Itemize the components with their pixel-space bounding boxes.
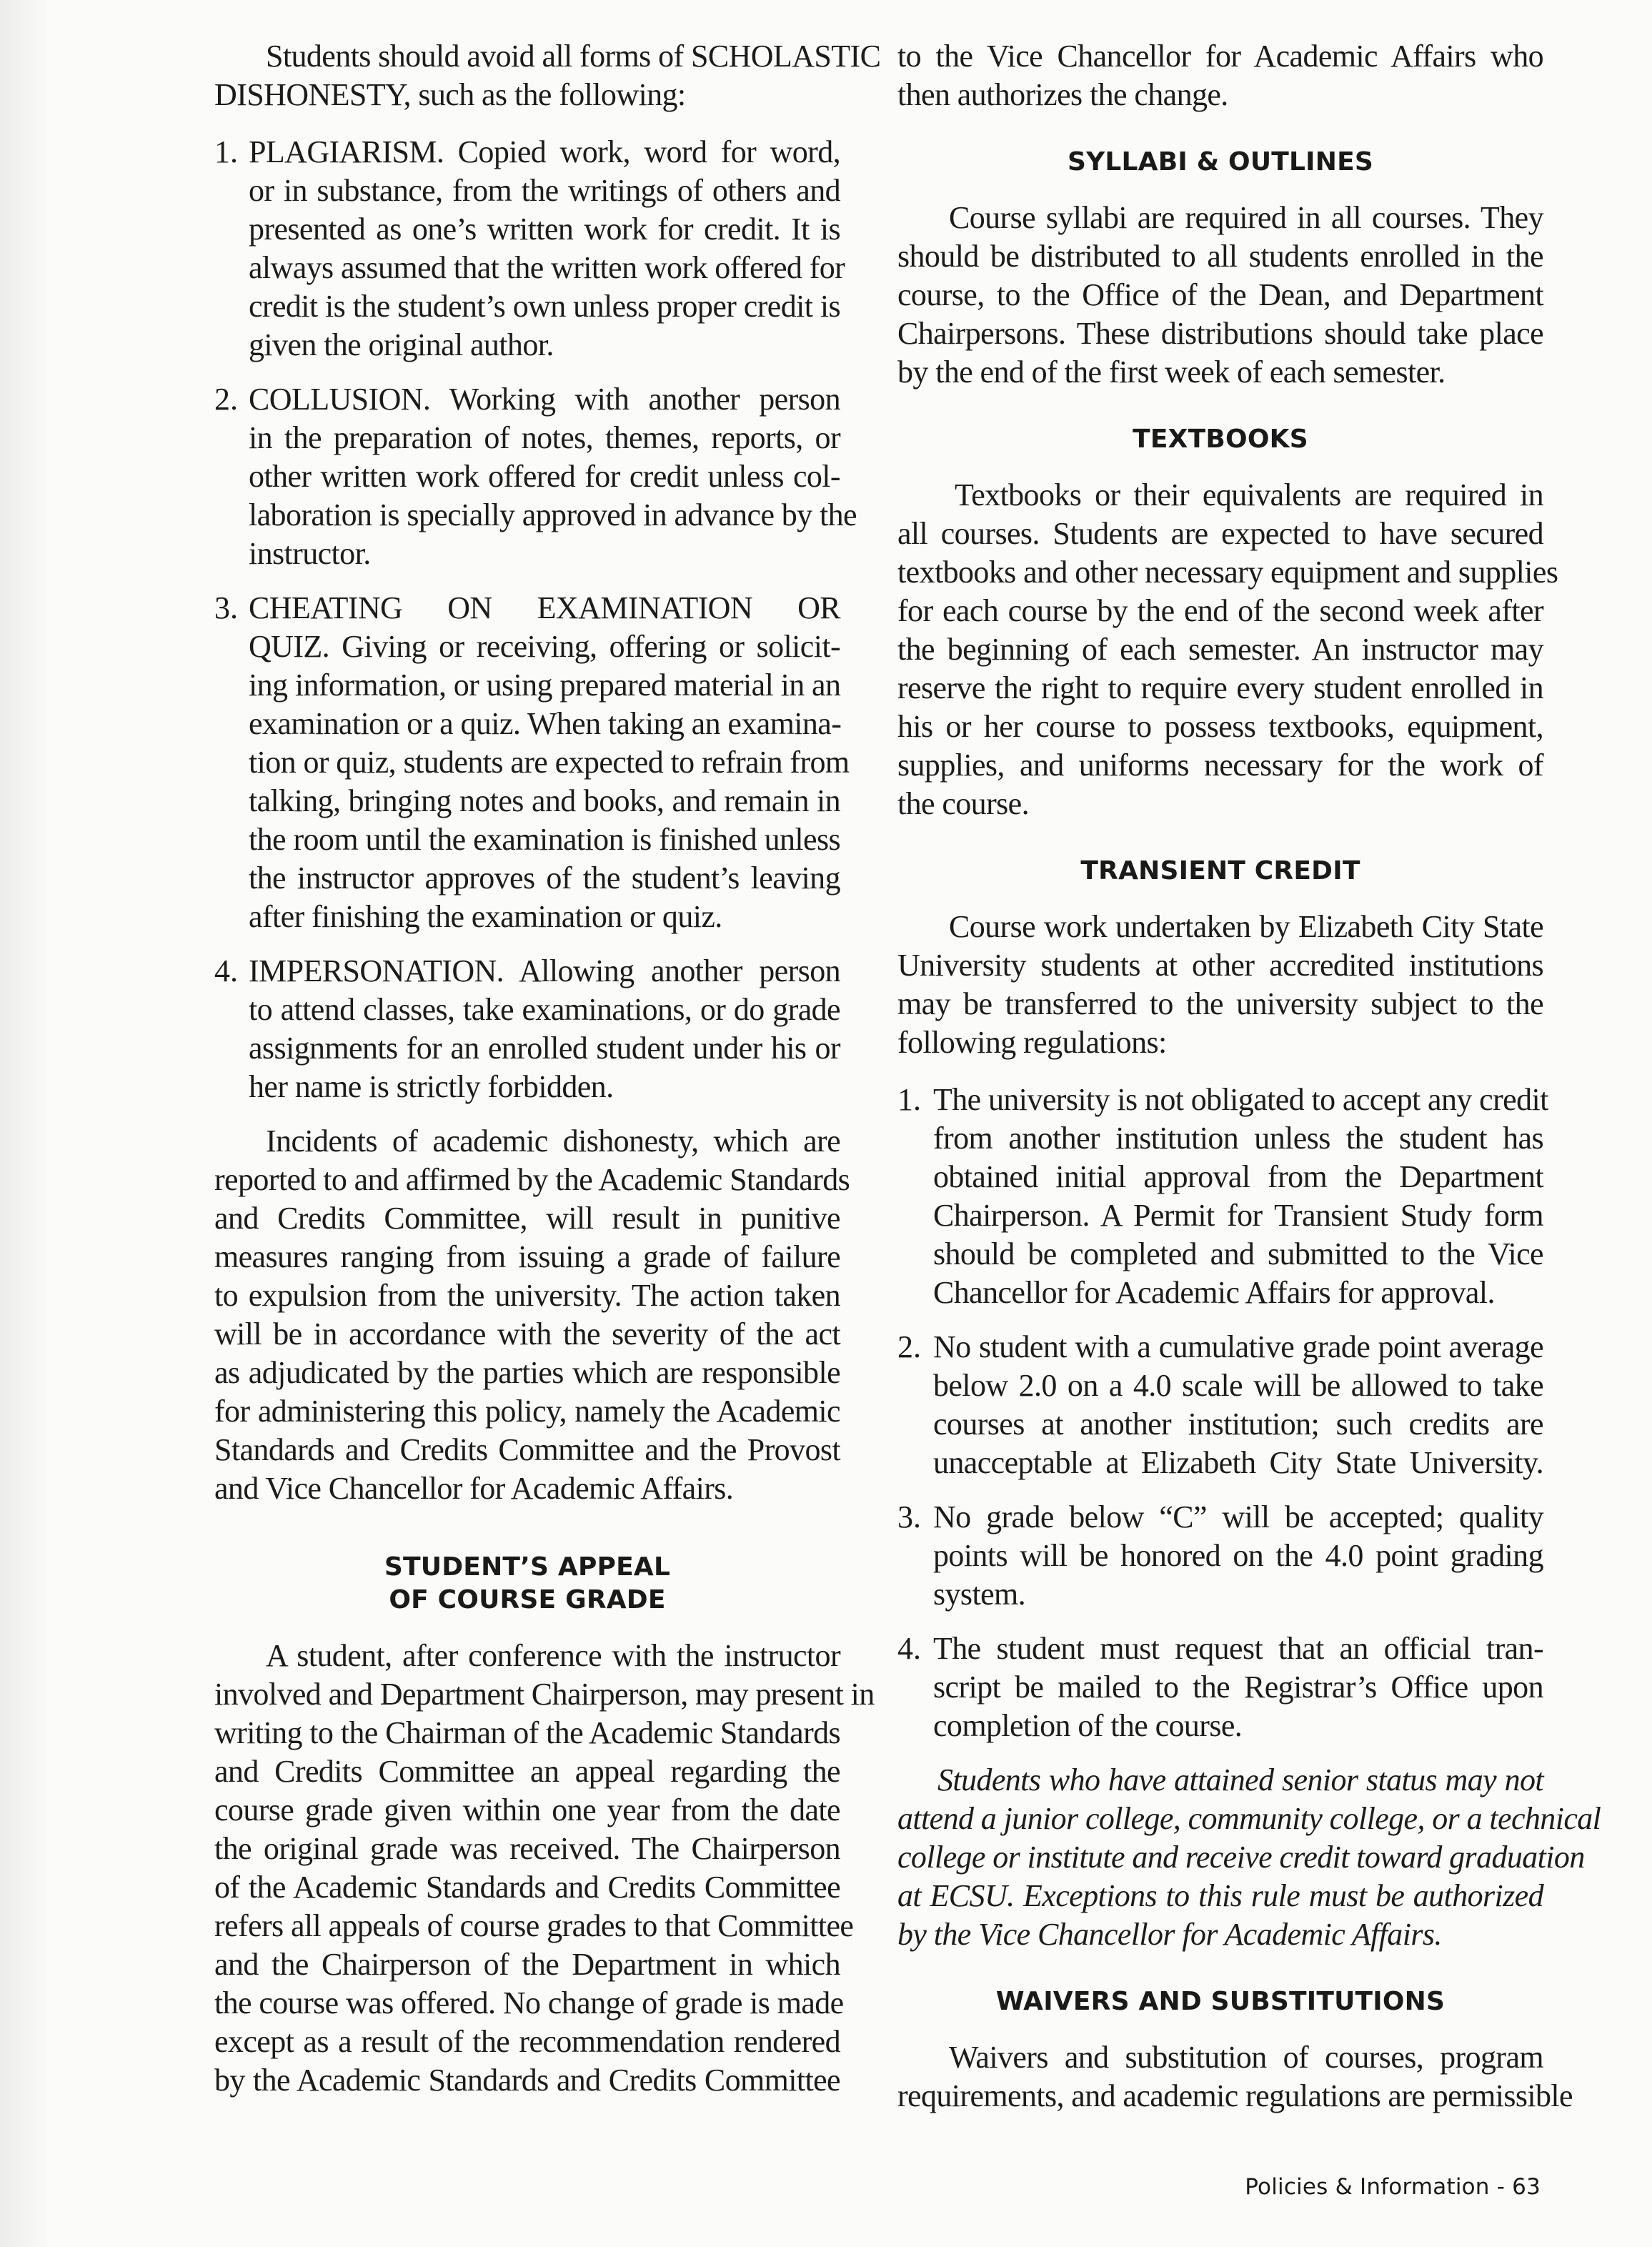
text-line: Students should avoid all forms of SCHOLASTIC bbox=[266, 39, 881, 74]
transient-paragraph bbox=[897, 908, 1543, 1062]
text-line: PLAGIARISM. Copied work, word for word, bbox=[249, 134, 840, 169]
text-line: COLLUSION. Working with another person bbox=[249, 382, 840, 417]
text-line: from another institution unless the student has bbox=[933, 1121, 1543, 1156]
section-heading-appeal bbox=[214, 1551, 840, 1617]
text-line: system. bbox=[933, 1577, 1026, 1612]
text-line: textbooks and other necessary equipment and supplies bbox=[897, 555, 1558, 590]
section-heading-textbooks bbox=[897, 423, 1543, 456]
text-line: Incidents of academic dishonesty, which are bbox=[266, 1124, 840, 1159]
dishonesty-intro bbox=[214, 37, 881, 114]
text-line: Course work undertaken by Elizabeth City State bbox=[949, 909, 1543, 944]
heading-line: TRANSIENT CREDIT bbox=[1080, 856, 1360, 886]
heading-line: OF COURSE GRADE bbox=[389, 1585, 666, 1614]
text-line: should be distributed to all students enrolled in the bbox=[897, 239, 1543, 274]
text-line: supplies, and uniforms necessary for the work of bbox=[897, 748, 1543, 783]
text-line: the room until the examination is finished unless bbox=[249, 822, 840, 857]
page-edge-shadow bbox=[0, 0, 50, 2247]
list-number: 2. bbox=[214, 382, 238, 417]
text-line: course grade given within one year from the date bbox=[214, 1792, 840, 1827]
text-line: the course. bbox=[897, 786, 1029, 821]
text-line: No student with a cumulative grade point average bbox=[933, 1329, 1543, 1364]
left-column bbox=[214, 37, 881, 2118]
heading-line: STUDENT’S APPEAL bbox=[384, 1552, 671, 1582]
text-line: obtained initial approval from the Department bbox=[933, 1159, 1543, 1194]
text-line: college or institute and receive credit toward graduation bbox=[897, 1840, 1585, 1875]
heading-line: SYLLABI & OUTLINES bbox=[1067, 147, 1373, 177]
text-line: the beginning of each semester. An instructor may bbox=[897, 632, 1543, 667]
text-line: or in substance, from the writings of others and bbox=[249, 173, 840, 208]
appeal-continuation bbox=[897, 37, 1543, 114]
text-line: A student, after conference with the instructor bbox=[266, 1638, 840, 1673]
text-line: other written work offered for credit unless col- bbox=[249, 459, 840, 494]
text-line: presented as one’s written work for credit. It is bbox=[249, 212, 840, 247]
right-column bbox=[897, 37, 1601, 2134]
textbooks-paragraph bbox=[897, 476, 1558, 823]
appeal-paragraph bbox=[214, 1637, 875, 2100]
text-line: below 2.0 on a 4.0 scale will be allowed to take bbox=[933, 1368, 1543, 1403]
text-line: always assumed that the written work offered for bbox=[249, 250, 845, 285]
text-line: and Credits Committee, will result in punitive bbox=[214, 1201, 840, 1236]
text-line: IMPERSONATION. Allowing another person bbox=[249, 953, 840, 988]
text-line: may be transferred to the university subject to the bbox=[897, 986, 1543, 1021]
list-item-impersonation bbox=[214, 952, 840, 1106]
senior-status-note bbox=[897, 1761, 1601, 1954]
text-line: ing information, or using prepared material in an bbox=[249, 668, 841, 703]
text-line: except as a result of the recommendation rendered bbox=[214, 2024, 840, 2059]
text-line: by the end of the first week of each semester. bbox=[897, 354, 1446, 390]
incidents-paragraph bbox=[214, 1122, 850, 1508]
text-line: his or her course to possess textbooks, equipment, bbox=[897, 709, 1543, 744]
text-line: and the Chairperson of the Department in which bbox=[214, 1947, 840, 1982]
text-line: credit is the student’s own unless proper credit is bbox=[249, 289, 840, 324]
text-line: laboration is specially approved in advance by the bbox=[249, 497, 857, 532]
text-line: course, to the Office of the Dean, and Department bbox=[897, 277, 1543, 312]
section-heading-transient-credit bbox=[897, 855, 1543, 888]
text-line: for administering this policy, namely the Academic bbox=[214, 1394, 840, 1429]
list-item-transcript bbox=[897, 1630, 1543, 1745]
text-line: and Vice Chancellor for Academic Affairs. bbox=[214, 1471, 734, 1506]
list-item-plagiarism bbox=[214, 133, 845, 364]
text-line: then authorizes the change. bbox=[897, 77, 1228, 112]
text-line: unacceptable at Elizabeth City State University. bbox=[933, 1445, 1543, 1480]
text-line: all courses. Students are expected to have secured bbox=[897, 516, 1543, 551]
text-line: Course syllabi are required in all courses. They bbox=[949, 200, 1543, 235]
text-line: Chairpersons. These distributions should take place bbox=[897, 316, 1543, 351]
text-line: examination or a quiz. When taking an examina- bbox=[249, 706, 842, 741]
text-line: should be completed and submitted to the Vice bbox=[933, 1236, 1543, 1271]
text-line: to attend classes, take examinations, or do grade bbox=[249, 992, 840, 1027]
section-heading-syllabi bbox=[897, 146, 1543, 179]
list-item-grade-minimum bbox=[897, 1498, 1543, 1614]
syllabi-paragraph bbox=[897, 199, 1543, 392]
text-line: the course was offered. No change of grade is made bbox=[214, 1985, 844, 2020]
text-line: reserve the right to require every student enrolled in bbox=[897, 670, 1543, 705]
text-line: the original grade was received. The Chairperson bbox=[214, 1831, 840, 1866]
text-line: tion or quiz, students are expected to refrain from bbox=[249, 745, 850, 780]
text-line: following regulations: bbox=[897, 1025, 1167, 1060]
text-line: to expulsion from the university. The action taken bbox=[214, 1278, 840, 1313]
list-number: 2. bbox=[897, 1329, 921, 1364]
text-line: assignments for an enrolled student under his or bbox=[249, 1031, 840, 1066]
text-line: The student must request that an official tran- bbox=[933, 1631, 1543, 1666]
text-line: instructor. bbox=[249, 536, 371, 571]
heading-line: WAIVERS AND SUBSTITUTIONS bbox=[995, 1987, 1446, 2016]
text-line: talking, bringing notes and books, and remain in bbox=[249, 783, 840, 818]
dishonesty-list bbox=[214, 133, 857, 1106]
text-line: involved and Department Chairperson, may present in bbox=[214, 1677, 875, 1712]
text-line: QUIZ. Giving or receiving, offering or solicit- bbox=[249, 629, 840, 664]
text-line: DISHONESTY, such as the following: bbox=[214, 77, 686, 112]
text-line: Students who have attained senior status may not bbox=[937, 1762, 1543, 1797]
text-line: writing to the Chairman of the Academic Standards bbox=[214, 1715, 841, 1750]
list-number: 1. bbox=[214, 134, 238, 169]
text-line: Waivers and substitution of courses, program bbox=[949, 2040, 1543, 2075]
text-line: CHEATING ON EXAMINATION OR bbox=[249, 590, 840, 625]
text-line: as adjudicated by the parties which are responsible bbox=[214, 1355, 840, 1390]
text-line: No grade below “C” will be accepted; quality bbox=[933, 1499, 1543, 1534]
text-line: at ECSU. Exceptions to this rule must be authorized bbox=[897, 1878, 1543, 1913]
transient-list bbox=[897, 1081, 1548, 1745]
list-item-gpa bbox=[897, 1328, 1543, 1482]
text-line: script be mailed to the Registrar’s Office upon bbox=[933, 1670, 1543, 1705]
text-line: reported to and affirmed by the Academic Standards bbox=[214, 1162, 850, 1197]
text-line: of the Academic Standards and Credits Committee bbox=[214, 1870, 840, 1905]
text-line: Chairperson. A Permit for Transient Study form bbox=[933, 1198, 1543, 1233]
text-line: Textbooks or their equivalents are required in bbox=[955, 477, 1543, 512]
text-line: in the preparation of notes, themes, reports, or bbox=[249, 420, 840, 455]
text-line: and Credits Committee an appeal regarding the bbox=[214, 1754, 840, 1789]
page-footer: Policies & Information - 63 bbox=[1245, 2174, 1541, 2200]
list-item-approval bbox=[897, 1081, 1548, 1312]
text-line: points will be honored on the 4.0 point grading bbox=[933, 1538, 1543, 1573]
text-line: by the Vice Chancellor for Academic Affairs. bbox=[897, 1917, 1442, 1952]
text-line: after finishing the examination or quiz. bbox=[249, 899, 722, 934]
section-heading-waivers bbox=[897, 1985, 1543, 2018]
text-line: courses at another institution; such credits are bbox=[933, 1407, 1543, 1442]
text-line: completion of the course. bbox=[933, 1708, 1243, 1743]
list-item-cheating bbox=[214, 589, 850, 936]
text-line: The university is not obligated to accept any credit bbox=[933, 1082, 1548, 1117]
text-line: for each course by the end of the second week after bbox=[897, 593, 1543, 628]
list-number: 3. bbox=[214, 590, 238, 625]
heading-line: TEXTBOOKS bbox=[1133, 425, 1308, 454]
list-number: 3. bbox=[897, 1499, 921, 1534]
list-item-collusion bbox=[214, 380, 857, 573]
waivers-paragraph bbox=[897, 2038, 1573, 2115]
text-line: attend a junior college, community college, or a technical bbox=[897, 1801, 1601, 1836]
list-number: 4. bbox=[897, 1631, 921, 1666]
text-line: given the original author. bbox=[249, 327, 554, 362]
text-line: will be in accordance with the severity of the act bbox=[214, 1316, 840, 1351]
text-line: the instructor approves of the student’s leaving bbox=[249, 860, 840, 896]
text-line: University students at other accredited institutions bbox=[897, 948, 1543, 983]
text-line: her name is strictly forbidden. bbox=[249, 1069, 614, 1104]
list-number: 4. bbox=[214, 953, 238, 988]
text-line: refers all appeals of course grades to that Committee bbox=[214, 1908, 854, 1943]
text-line: Standards and Credits Committee and the Provost bbox=[214, 1432, 840, 1467]
text-line: to the Vice Chancellor for Academic Affairs who bbox=[897, 39, 1543, 74]
text-line: Chancellor for Academic Affairs for approval. bbox=[933, 1275, 1495, 1310]
text-line: by the Academic Standards and Credits Committee bbox=[214, 2063, 840, 2098]
text-line: requirements, and academic regulations are permissible bbox=[897, 2078, 1573, 2113]
list-number: 1. bbox=[897, 1082, 921, 1117]
text-line: measures ranging from issuing a grade of failure bbox=[214, 1239, 840, 1274]
